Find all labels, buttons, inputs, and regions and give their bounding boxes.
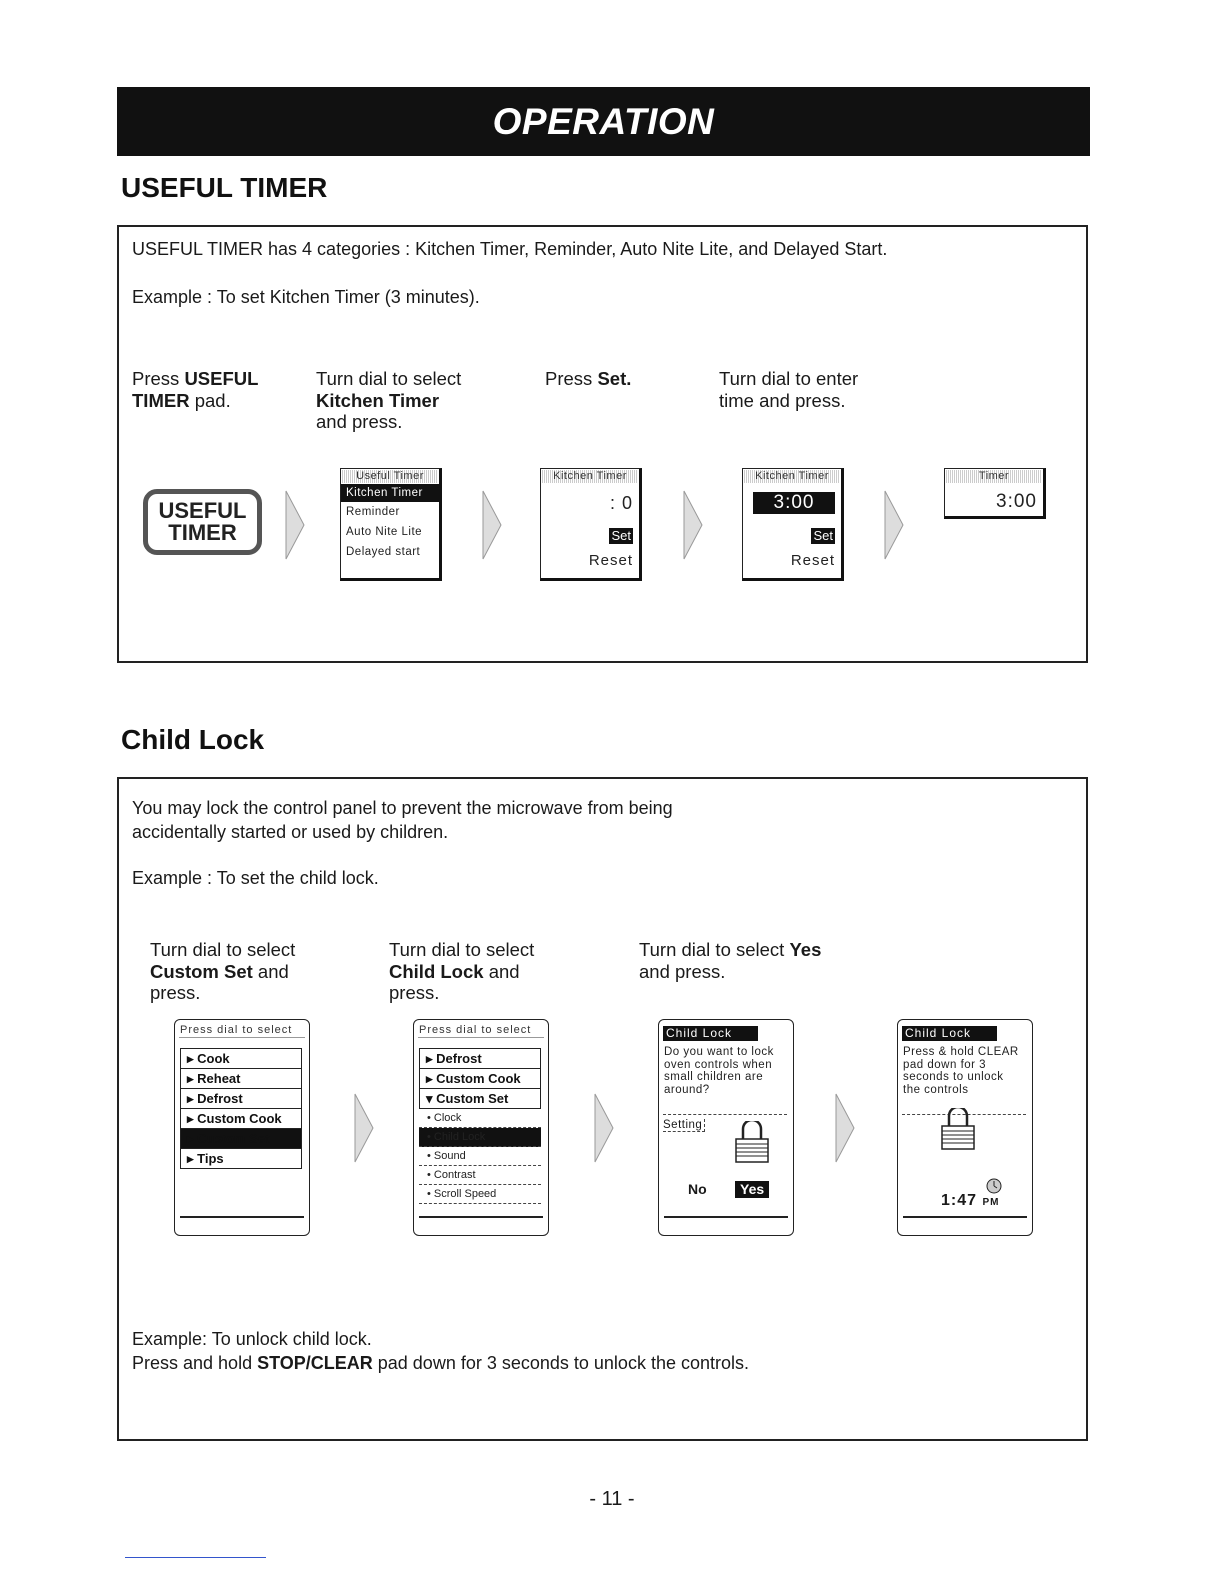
- arrow-right-icon: [884, 490, 904, 560]
- ut-step-4-text: Turn dial to enter: [719, 368, 859, 389]
- ut-step-4: [719, 368, 858, 411]
- submenu-item-scroll-speed[interactable]: • Scroll Speed: [419, 1185, 541, 1204]
- divider: [664, 1216, 788, 1218]
- menu-item-delayed-start[interactable]: Delayed start: [346, 546, 421, 558]
- clock-time: 1:47: [941, 1192, 978, 1209]
- ut-step-3-bold: Set.: [597, 368, 632, 389]
- menu-item-label: Defrost: [436, 1051, 482, 1066]
- useful-timer-heading: USEFUL TIMER: [121, 172, 328, 203]
- ut-step-2: [316, 368, 461, 433]
- kitchen-timer-entry-screen: [742, 468, 844, 581]
- cl-step-2-text2: and: [483, 960, 520, 982]
- submenu-item-label: Child Lock: [433, 1131, 486, 1143]
- child-lock-confirm-screen: [658, 1019, 794, 1236]
- pad-line-1: USEFUL: [158, 498, 247, 523]
- menu-item-label: Cook: [197, 1051, 230, 1066]
- menu-item-auto-nite-lite[interactable]: Auto Nite Lite: [346, 526, 423, 538]
- timer-value: 3:00: [753, 492, 835, 514]
- custom-set-menu-list: [419, 1048, 541, 1204]
- divider: [180, 1216, 304, 1218]
- arrow-right-icon: [482, 490, 502, 560]
- divider: [419, 1216, 543, 1218]
- unlock-example: Example: To unlock child lock.: [132, 1329, 372, 1349]
- ut-step-1-bold: USEFUL: [184, 368, 259, 389]
- no-option[interactable]: No: [688, 1181, 707, 1197]
- useful-timer-intro: USEFUL TIMER has 4 categories : Kitchen Timer, Reminder, Auto Nite Lite, and Delayed Start.: [132, 239, 888, 259]
- divider: [903, 1216, 1027, 1218]
- menu-item-reheat[interactable]: ▸ Reheat: [180, 1069, 302, 1089]
- menu-item-defrost[interactable]: ▸ Defrost: [180, 1089, 302, 1109]
- submenu-item-clock[interactable]: • Clock: [419, 1109, 541, 1128]
- cl-step-1: [150, 939, 295, 1004]
- menu-item-label: Defrost: [197, 1091, 243, 1106]
- cl-step-3-text2: and press.: [639, 960, 726, 982]
- menu-item-custom-cook[interactable]: ▸ Custom Cook: [180, 1109, 302, 1129]
- set-button[interactable]: Set: [611, 528, 631, 543]
- timer-value: : 0: [609, 493, 633, 513]
- ut-step-3-text: Press: [545, 368, 598, 389]
- ut-step-1: [132, 368, 258, 411]
- yes-option[interactable]: Yes: [735, 1181, 769, 1198]
- arrow-right-icon: [285, 490, 305, 560]
- timer-running-screen: [944, 468, 1046, 519]
- useful-timer-pad[interactable]: [143, 489, 262, 555]
- cl-step-2-bold: Child Lock: [389, 960, 484, 982]
- arrow-right-icon: [594, 1093, 614, 1163]
- ut-step-1-text: Press: [132, 368, 185, 389]
- cl-step-1-bold: Custom Set: [150, 960, 253, 982]
- clock-display: [941, 1192, 999, 1210]
- cl-step-1-text2: and: [252, 960, 289, 982]
- reset-button[interactable]: Reset: [790, 552, 835, 569]
- arrow-right-icon: [354, 1093, 374, 1163]
- main-menu-screen: [174, 1019, 310, 1236]
- cl-step-2: [389, 939, 534, 1004]
- ut-step-1-text2: pad.: [189, 389, 231, 411]
- child-lock-active-screen: [897, 1019, 1033, 1236]
- padlock-icon: [733, 1121, 771, 1163]
- unlock-instructions: Press & hold CLEAR pad down for 3 seconds to unlock the controls: [903, 1046, 1019, 1096]
- cl-step-1-text3: press.: [150, 982, 201, 1003]
- submenu-item-contrast[interactable]: • Contrast: [419, 1166, 541, 1185]
- unlock-text-2: pad down for 3 seconds to unlock the controls.: [372, 1353, 749, 1373]
- menu-item-kitchen-timer[interactable]: Kitchen Timer: [341, 484, 439, 502]
- menu-item-reminder[interactable]: Reminder: [346, 506, 400, 518]
- cl-step-2-text: Turn dial to select: [389, 939, 535, 960]
- submenu-item-label: Contrast: [433, 1169, 476, 1181]
- clock-ampm: PM: [982, 1197, 1000, 1208]
- arrow-right-icon: [683, 490, 703, 560]
- cl-step-1-text: Turn dial to select: [150, 939, 296, 960]
- divider: [663, 1114, 787, 1115]
- menu-item-custom-set[interactable]: ▾ Custom Set: [419, 1089, 541, 1109]
- menu-item-cook[interactable]: ▸ Cook: [180, 1048, 302, 1069]
- ut-step-4-text2: time and press.: [719, 389, 846, 411]
- menu-item-label: Custom Cook: [197, 1111, 282, 1126]
- pad-line-2: TIMER: [168, 520, 237, 545]
- divider: [125, 1557, 266, 1558]
- child-lock-heading: Child Lock: [121, 724, 265, 755]
- submenu-item-label: Sound: [433, 1150, 466, 1162]
- menu-item-custom-set[interactable]: ▸ Custom Set: [180, 1129, 302, 1149]
- ut-step-2-bold: Kitchen Timer: [316, 389, 440, 411]
- ut-step-2-text: Turn dial to select: [316, 368, 462, 389]
- useful-timer-example: Example : To set Kitchen Timer (3 minutes).: [132, 287, 480, 307]
- arrow-right-icon: [835, 1093, 855, 1163]
- lock-question: Do you want to lock oven controls when small children are around?: [664, 1046, 774, 1096]
- banner-title: OPERATION: [492, 100, 715, 142]
- screen-title: Useful Timer: [342, 470, 438, 483]
- menu-item-custom-cook[interactable]: ▸ Custom Cook: [419, 1069, 541, 1089]
- padlock-icon: [939, 1108, 977, 1150]
- submenu-item-sound[interactable]: • Sound: [419, 1147, 541, 1166]
- main-menu-list: [180, 1048, 302, 1169]
- page-number: - 11 -: [589, 1488, 635, 1510]
- menu-item-label: Custom Set: [197, 1131, 270, 1146]
- menu-item-label: Custom Cook: [436, 1071, 521, 1086]
- timer-value: 3:00: [996, 491, 1037, 512]
- cl-step-3-bold: Yes: [789, 939, 822, 960]
- menu-item-tips[interactable]: ▸ Tips: [180, 1149, 302, 1169]
- menu-item-label: Reheat: [197, 1071, 241, 1086]
- menu-item-label: Tips: [197, 1151, 224, 1166]
- screen-title: Kitchen Timer: [744, 470, 840, 483]
- operation-banner: [117, 87, 1090, 156]
- unlock-text-1: Press and hold: [132, 1353, 258, 1373]
- cl-step-3-text: Turn dial to select: [639, 939, 790, 960]
- child-lock-intro-1: You may lock the control panel to prevent the microwave from being: [132, 798, 673, 818]
- child-lock-example: Example : To set the child lock.: [132, 868, 379, 888]
- set-button[interactable]: Set: [813, 528, 833, 543]
- menu-item-defrost[interactable]: ▸ Defrost: [419, 1048, 541, 1069]
- setting-label: Setting: [663, 1119, 705, 1132]
- useful-timer-menu-screen: [340, 468, 442, 581]
- screen-title: Timer: [946, 470, 1042, 483]
- screen-title: Press dial to select: [179, 1023, 305, 1038]
- reset-button[interactable]: Reset: [588, 552, 633, 569]
- custom-set-menu-screen: [413, 1019, 549, 1236]
- screen-title: Child Lock: [902, 1026, 997, 1041]
- unlock-instruction: [132, 1352, 749, 1374]
- unlock-bold: STOP/CLEAR: [257, 1353, 373, 1373]
- child-lock-intro-2: accidentally started or used by children.: [132, 822, 449, 842]
- cl-step-3: [639, 939, 821, 982]
- screen-title: Child Lock: [663, 1026, 758, 1041]
- screen-title: Press dial to select: [418, 1023, 544, 1038]
- screen-title: Kitchen Timer: [542, 470, 638, 483]
- ut-step-1-bold2: TIMER: [132, 389, 190, 411]
- kitchen-timer-screen: [540, 468, 642, 581]
- submenu-item-label: Clock: [433, 1112, 462, 1124]
- submenu-item-child-lock[interactable]: • Child Lock: [419, 1128, 541, 1147]
- submenu-item-label: Scroll Speed: [433, 1188, 497, 1200]
- ut-step-3: [545, 368, 631, 390]
- menu-item-label: Custom Set: [436, 1091, 509, 1106]
- ut-step-2-text2: and press.: [316, 411, 403, 432]
- cl-step-2-text3: press.: [389, 982, 440, 1003]
